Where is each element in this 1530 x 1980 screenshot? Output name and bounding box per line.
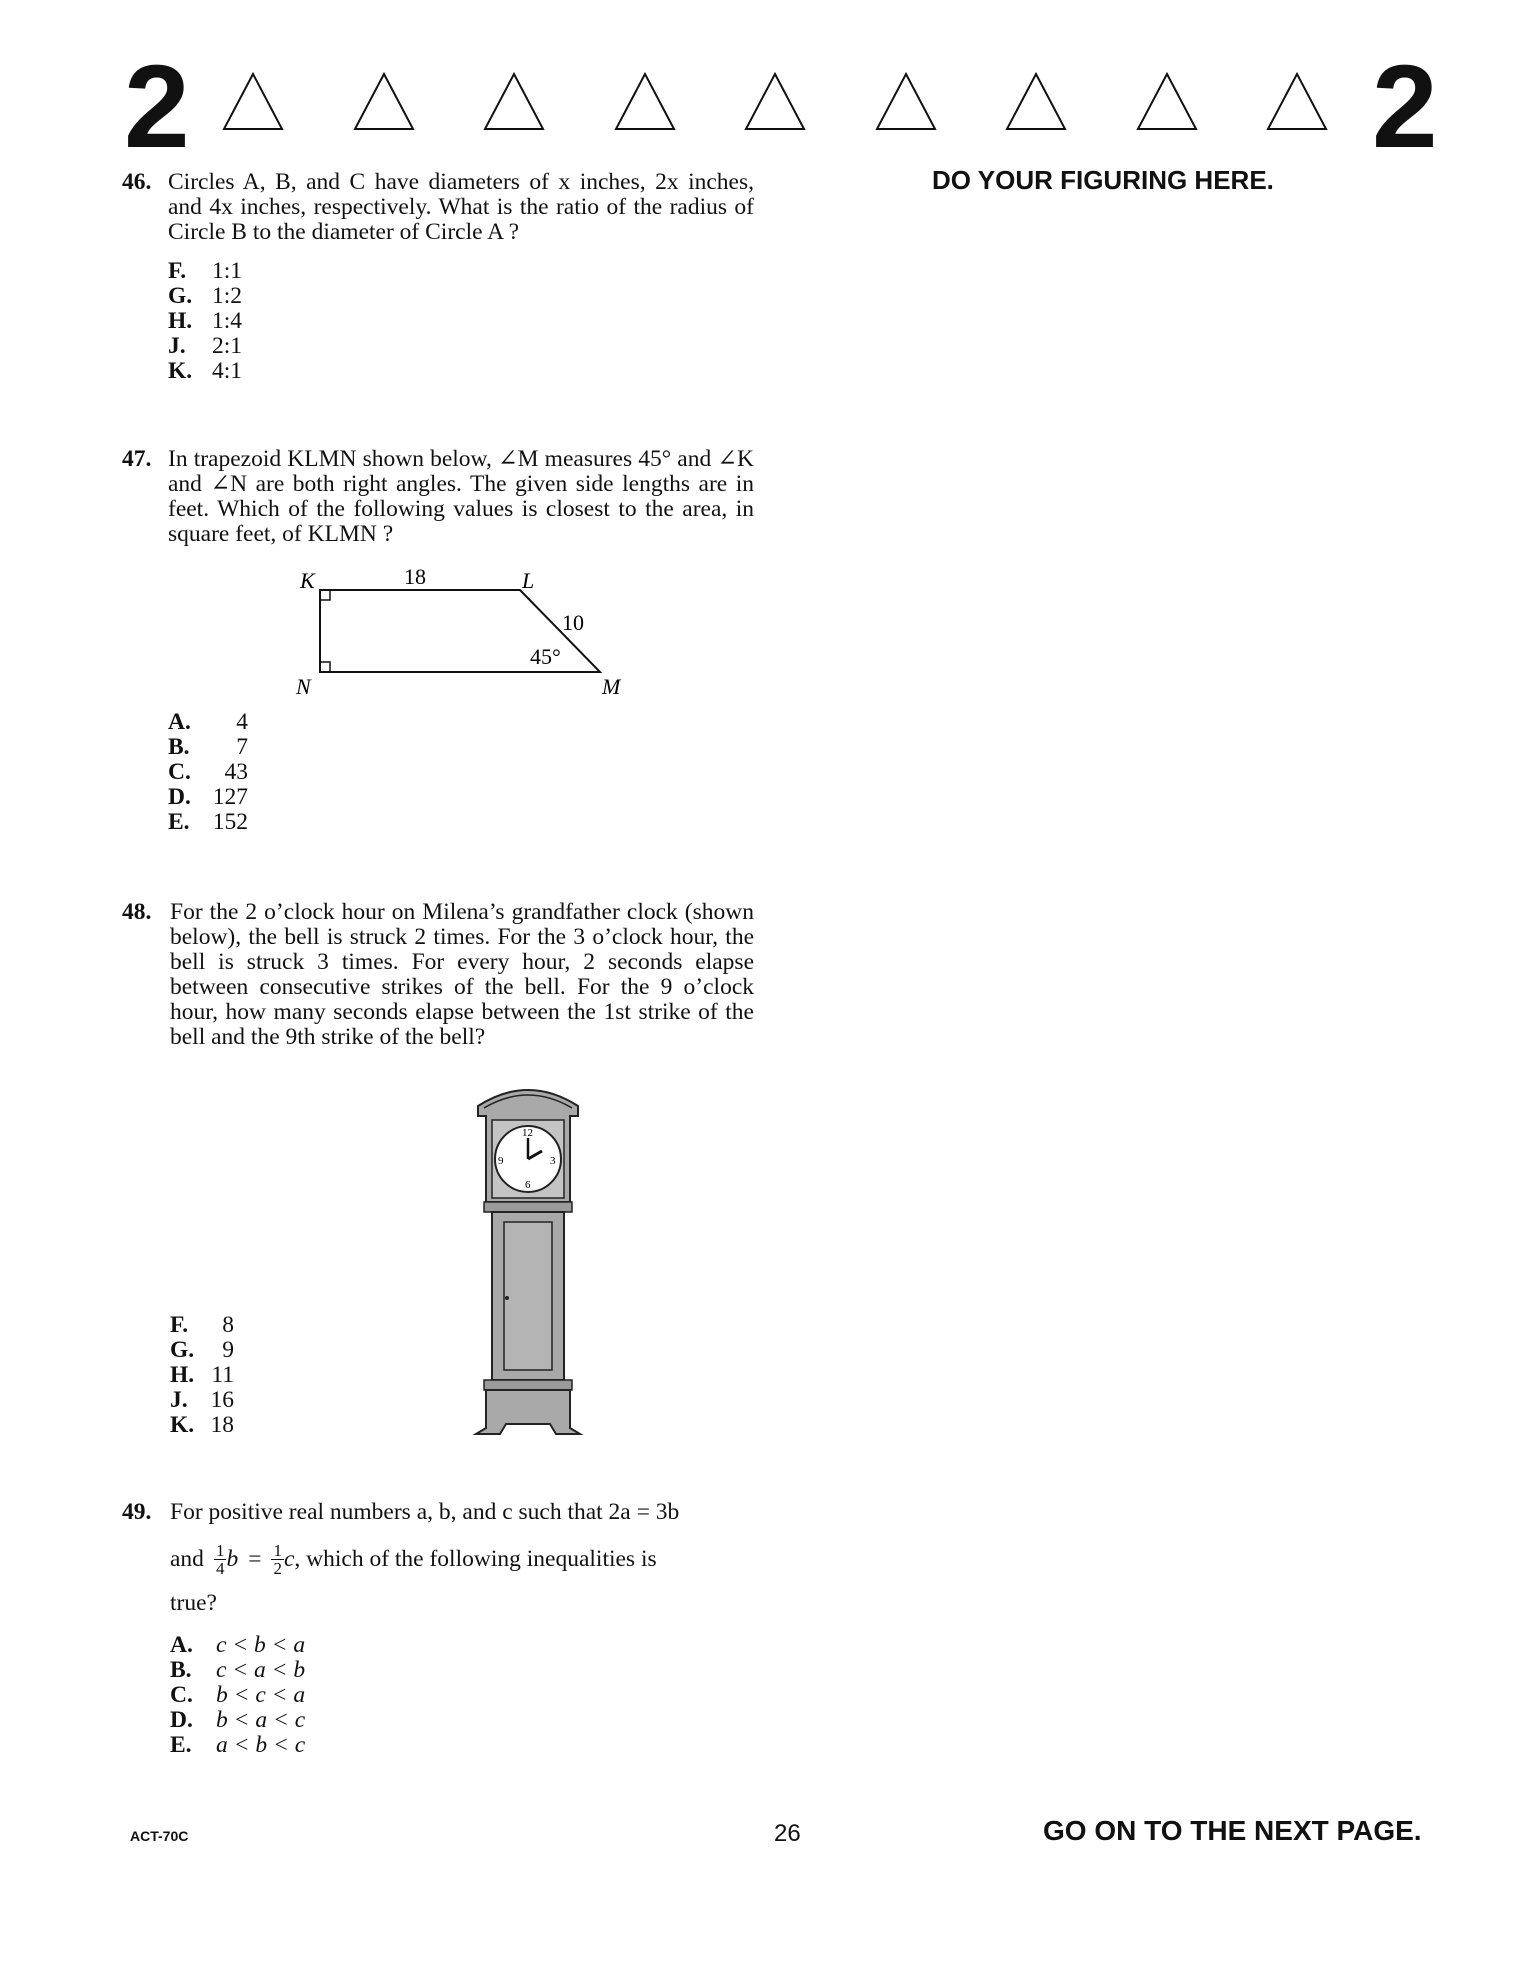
fraction-numerator: 1 — [273, 1540, 282, 1560]
text-and: and — [170, 1545, 204, 1572]
choice-value: a < b < c — [216, 1732, 306, 1758]
choice-j[interactable] — [170, 1388, 234, 1413]
choice-e[interactable] — [170, 1733, 305, 1758]
question-text-rest: , which of the following inequalities is — [294, 1545, 657, 1572]
choice-letter: J. — [168, 333, 186, 359]
choice-c[interactable] — [170, 1683, 305, 1708]
answer-choices — [168, 259, 754, 384]
header-triangle-icon — [483, 72, 545, 132]
choice-k[interactable] — [168, 359, 754, 384]
clock-neck — [484, 1202, 572, 1212]
header-triangle-icon — [1005, 72, 1067, 132]
section-number-left: 2 — [124, 41, 190, 173]
header-triangle-icon — [353, 72, 415, 132]
door-knob — [505, 1296, 509, 1300]
choice-g[interactable] — [168, 284, 754, 309]
next-page-label: GO ON TO THE NEXT PAGE. — [1043, 1815, 1422, 1846]
choice-value: 2:1 — [212, 333, 243, 359]
question-text: In trapezoid KLMN shown below, ∠M measures 45° and ∠K and ∠N are both right angles. The given side lengths are in feet. Which of the following values is closest to the area, in square feet, of KLMN ? — [168, 446, 754, 547]
fraction-denominator: 2 — [273, 1558, 282, 1578]
question-number: 47. — [122, 446, 152, 472]
question-48 — [122, 900, 754, 1050]
header-triangle-icon — [222, 72, 284, 132]
choice-letter: K. — [168, 358, 193, 384]
choice-letter: C. — [168, 759, 191, 785]
fraction-one-quarter — [214, 1542, 227, 1577]
section-number-right: 2 — [1372, 41, 1438, 173]
question-number: 48. — [122, 899, 152, 925]
page-number: 26 — [774, 1820, 801, 1847]
choice-j[interactable] — [168, 334, 754, 359]
equals-sign: = — [248, 1545, 262, 1572]
choice-value: 4 — [236, 709, 248, 735]
choice-letter: D. — [170, 1707, 193, 1733]
question-49 — [122, 1500, 762, 1616]
choice-letter: A. — [168, 709, 191, 735]
angle-label: 45° — [530, 644, 561, 669]
choice-letter: E. — [170, 1732, 192, 1758]
choice-value: 1:1 — [212, 258, 243, 284]
fraction-one-half — [271, 1542, 284, 1577]
choice-value: 152 — [212, 809, 248, 835]
answer-choices — [168, 710, 248, 835]
clock-base — [476, 1390, 580, 1434]
clock-numeral-9: 9 — [498, 1155, 504, 1167]
choice-value: c < b < a — [216, 1632, 306, 1658]
choice-letter: H. — [170, 1362, 195, 1388]
choice-letter: G. — [168, 283, 193, 309]
figuring-label: DO YOUR FIGURING HERE. — [932, 165, 1274, 195]
top-length-label: 18 — [404, 564, 426, 589]
choice-letter: C. — [170, 1682, 193, 1708]
variable-b: b — [226, 1545, 239, 1572]
trunk-door — [504, 1222, 552, 1370]
question-47 — [122, 447, 754, 547]
fraction-numerator: 1 — [215, 1540, 225, 1560]
choice-d[interactable] — [168, 785, 248, 810]
choice-value: 18 — [210, 1412, 234, 1438]
header-triangle-icon — [744, 72, 806, 132]
choice-value: 11 — [211, 1362, 234, 1388]
choice-value: b < a < c — [216, 1707, 306, 1733]
choice-letter: B. — [170, 1657, 192, 1683]
header-triangle-icon — [1266, 72, 1328, 132]
grandfather-clock-figure — [470, 1080, 590, 1440]
clock-numeral-6: 6 — [525, 1179, 531, 1191]
choice-letter: A. — [170, 1632, 193, 1658]
question-text: Circles A, B, and C have diameters of x inches, 2x inches, and 4x inches, respectively. What is the ratio of the radius of Circle B to the diameter of Circle A ? — [168, 169, 754, 245]
question-text: For the 2 o’clock hour on Milena’s grandfather clock (shown below), the bell is struck 2 times. For the 3 o’clock hour, the bell is struck 3 times. For every hour, 2 seconds elapse between consecutive strikes of the bell. For the 9 o’clock hour, how many seconds elapse between the 1st strike of the bell and the 9th strike of the bell? — [170, 899, 754, 1050]
question-46 — [122, 170, 754, 384]
vertex-m-label: M — [602, 674, 621, 699]
choice-value: 4:1 — [212, 358, 243, 384]
choice-a[interactable] — [170, 1633, 305, 1658]
choice-c[interactable] — [168, 760, 248, 785]
choice-value: 16 — [210, 1387, 234, 1413]
choice-letter: B. — [168, 734, 190, 760]
header-triangle-icon — [614, 72, 676, 132]
choice-value: 1:4 — [212, 308, 243, 334]
choice-letter: G. — [170, 1337, 195, 1363]
slant-length-label: 10 — [562, 610, 584, 635]
choice-value: 8 — [222, 1312, 234, 1338]
choice-h[interactable] — [168, 309, 754, 334]
choice-letter: E. — [168, 809, 190, 835]
choice-value: 127 — [212, 784, 248, 810]
choice-b[interactable] — [170, 1658, 305, 1683]
header-triangle-icon — [875, 72, 937, 132]
choice-letter: H. — [168, 308, 193, 334]
choice-letter: K. — [170, 1412, 195, 1438]
variable-c: c — [283, 1545, 295, 1572]
trapezoid-figure — [290, 560, 630, 700]
choice-value: b < c < a — [216, 1682, 306, 1708]
fraction-denominator: 4 — [215, 1558, 225, 1578]
choice-letter: F. — [168, 258, 187, 284]
right-angle-k-marker — [320, 590, 330, 600]
question-text-line3: true? — [170, 1590, 217, 1616]
choice-value: 43 — [224, 759, 248, 785]
answer-choices — [170, 1313, 234, 1438]
choice-value: 9 — [222, 1337, 234, 1363]
choice-value: 1:2 — [212, 283, 243, 309]
question-text-line2 — [170, 1537, 762, 1581]
vertex-k-label: K — [300, 568, 315, 593]
choice-letter: J. — [170, 1387, 188, 1413]
choice-letter: D. — [168, 784, 191, 810]
choice-value: c < a < b — [216, 1657, 306, 1683]
clock-numeral-3: 3 — [550, 1155, 556, 1167]
base-cap — [484, 1380, 572, 1390]
choice-f[interactable] — [170, 1313, 234, 1338]
vertex-n-label: N — [296, 674, 311, 699]
choice-h[interactable] — [170, 1363, 234, 1388]
right-angle-n-marker — [320, 662, 330, 672]
vertex-l-label: L — [522, 568, 535, 593]
question-number: 46. — [122, 169, 152, 195]
choice-e[interactable] — [168, 810, 248, 835]
choice-b[interactable] — [168, 735, 248, 760]
choice-k[interactable] — [170, 1413, 234, 1438]
choice-f[interactable] — [168, 259, 754, 284]
question-text-line1: For positive real numbers a, b, and c such that 2a = 3b — [170, 1499, 680, 1525]
form-code: ACT-70C — [130, 1828, 189, 1844]
clock-numeral-12: 12 — [522, 1127, 533, 1139]
header-triangle-icon — [1136, 72, 1198, 132]
choice-value: 7 — [236, 734, 248, 760]
choice-letter: F. — [170, 1312, 189, 1338]
question-number: 49. — [122, 1499, 152, 1525]
choice-d[interactable] — [170, 1708, 305, 1733]
answer-choices — [170, 1633, 305, 1758]
choice-a[interactable] — [168, 710, 248, 735]
choice-g[interactable] — [170, 1338, 234, 1363]
